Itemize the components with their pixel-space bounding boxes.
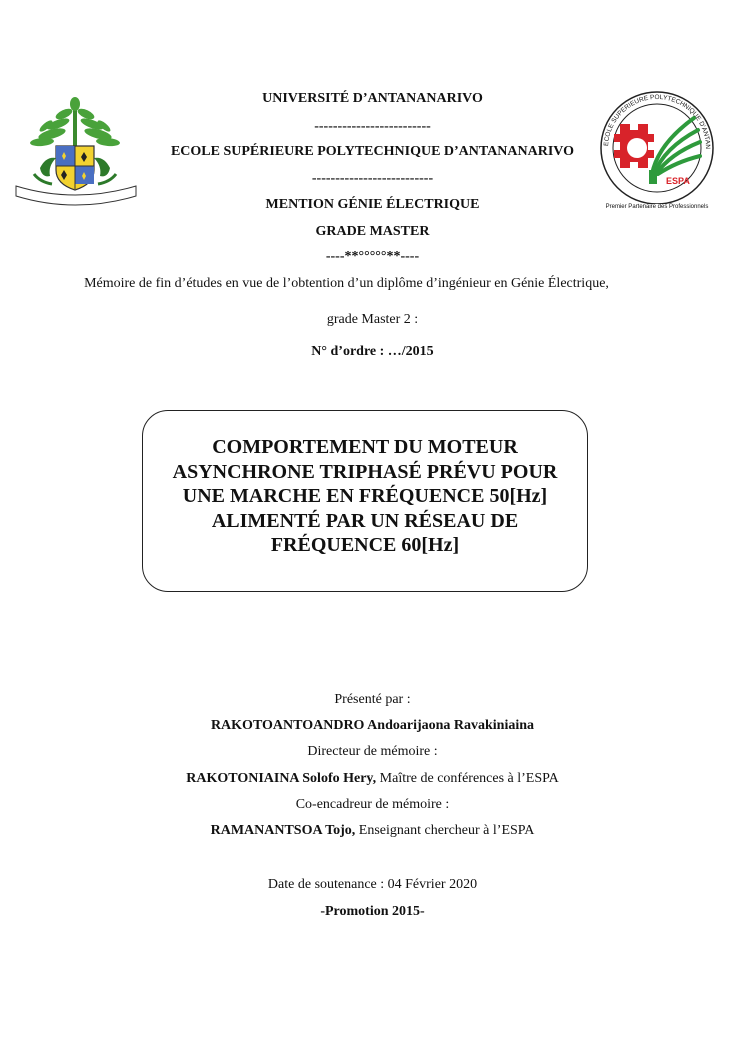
header-separator-1: ------------------------- — [314, 119, 431, 134]
director-role: Maître de conférences à l’ESPA — [376, 771, 559, 786]
memoir-description: Mémoire de fin d’études en vue de l’obtention d’un diplôme d’ingénieur en Génie Électrique, — [84, 276, 609, 291]
espa-caption: Premier Partenaire des Professionnels — [605, 204, 709, 210]
title-line: ASYNCHRONE TRIPHASÉ PRÉVU POUR — [172, 460, 558, 483]
espa-abbrev: ESPA — [666, 176, 690, 186]
grade: GRADE MASTER — [315, 224, 430, 239]
promotion: -Promotion 2015- — [320, 904, 425, 919]
title-line: UNE MARCHE EN FRÉQUENCE 50[Hz] — [182, 485, 548, 507]
author-name: RAKOTOANTOANDRO Andoarijaona Ravakiniaina — [210, 718, 535, 733]
coadvisor-label: Co-encadreur de mémoire : — [295, 797, 450, 812]
thesis-title-box — [142, 410, 588, 592]
director-name: RAKOTONIAINA Solofo Hery, — [186, 771, 377, 786]
university-name: UNIVERSITÉ D’ANTANANARIVO — [262, 91, 483, 106]
director-label: Directeur de mémoire : — [307, 744, 438, 759]
header-separator-2: -------------------------- — [311, 171, 434, 186]
title-line: COMPORTEMENT DU MOTEUR — [212, 436, 518, 458]
title-line: FRÉQUENCE 60[Hz] — [270, 534, 460, 556]
presented-by-label: Présenté par : — [334, 692, 411, 707]
header-separator-3: ----**°°°°°**---- — [325, 249, 420, 264]
defense-date: Date de soutenance : 04 Février 2020 — [267, 877, 478, 892]
coadvisor-line — [0, 822, 745, 840]
coadvisor-role: Enseignant chercheur à l’ESPA — [355, 823, 535, 838]
thesis-title — [143, 435, 587, 558]
order-number: N° d’ordre : …/2015 — [311, 344, 434, 359]
title-line: ALIMENTÉ PAR UN RÉSEAU DE — [211, 509, 519, 532]
coadvisor-name: RAMANANTSOA Tojo, — [210, 823, 356, 838]
espa-arc-text: ECOLE SUPERIEURE POLYTECHNIQUE D'ANTAN — [603, 94, 712, 150]
mention: MENTION GÉNIE ÉLECTRIQUE — [265, 197, 480, 212]
director-line — [0, 770, 745, 788]
grade-line: grade Master 2 : — [326, 312, 419, 327]
school-name: ECOLE SUPÉRIEURE POLYTECHNIQUE D’ANTANANARIVO — [170, 144, 575, 159]
